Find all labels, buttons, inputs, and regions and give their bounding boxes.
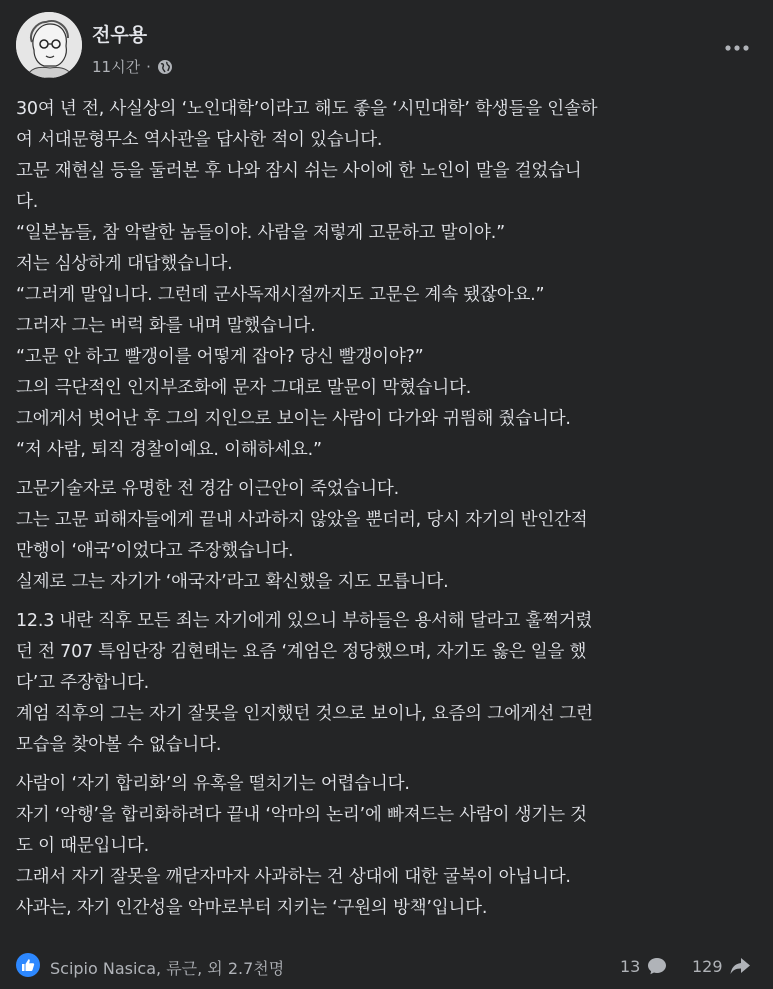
text-line: “고문 안 하고 빨갱이를 어떻게 잡아? 당신 빨갱이야?” bbox=[16, 347, 424, 367]
text-line: 사과는, 자기 인간성을 악마로부터 지키는 ‘구원의 방책’입니다. bbox=[16, 898, 488, 918]
author-name[interactable]: 전우용 bbox=[92, 24, 148, 46]
paragraph bbox=[16, 606, 757, 761]
shares-count[interactable] bbox=[692, 956, 751, 976]
text-line: 그래서 자기 잘못을 깨닫자마자 사과하는 건 상대에 대한 굴복이 아닙니다. bbox=[16, 867, 571, 887]
text-line: 실제로 그는 자기가 ‘애국자’라고 확신했을 지도 모릅니다. bbox=[16, 572, 449, 592]
text-line: 만행이 ‘애국’이었다고 주장했습니다. bbox=[16, 541, 294, 561]
text-line: 도 이 때문입니다. bbox=[16, 836, 150, 856]
post-body bbox=[16, 94, 757, 932]
text-line: 여 서대문형무소 역사관을 답사한 적이 있습니다. bbox=[16, 130, 383, 150]
text-line: “저 사람, 퇴직 경찰이예요. 이해하세요.” bbox=[16, 440, 322, 460]
text-line: 계엄 직후의 그는 자기 잘못을 인지했던 것으로 보이나, 요즘의 그에게선 그런 bbox=[16, 704, 593, 724]
more-options-icon[interactable] bbox=[717, 36, 757, 60]
text-line: “그러게 말입니다. 그런데 군사독재시절까지도 고문은 계속 됐잖아요.” bbox=[16, 285, 545, 305]
text-line: 저는 심상하게 대답했습니다. bbox=[16, 254, 233, 274]
post-time[interactable]: 11시간 bbox=[92, 58, 141, 76]
paragraph bbox=[16, 769, 757, 924]
shares-count-text: 129 bbox=[692, 956, 723, 976]
text-line: 30여 년 전, 사실상의 ‘노인대학’이라고 해도 좋을 ‘시민대학’ 학생들을 인솔하 bbox=[16, 99, 598, 119]
paragraph bbox=[16, 474, 757, 598]
post-header bbox=[16, 12, 757, 82]
comments-count[interactable] bbox=[620, 956, 668, 976]
text-line: 그는 고문 피해자들에게 끝내 사과하지 않았을 뿐더러, 당시 자기의 반인간적 bbox=[16, 510, 588, 530]
like-icon[interactable] bbox=[16, 953, 40, 977]
globe-icon bbox=[157, 59, 173, 75]
text-line: 그의 극단적인 인지부조화에 문자 그대로 말문이 막혔습니다. bbox=[16, 378, 472, 398]
author-avatar[interactable] bbox=[16, 12, 82, 78]
text-line: “일본놈들, 참 악랄한 놈들이야. 사람을 저렇게 고문하고 말이야.” bbox=[16, 223, 505, 243]
text-line: 고문기술자로 유명한 전 경감 이근안이 죽었습니다. bbox=[16, 479, 399, 499]
text-line: 모습을 찾아볼 수 없습니다. bbox=[16, 735, 222, 755]
avatar-portrait-icon bbox=[16, 12, 82, 78]
meta-separator: · bbox=[146, 57, 151, 76]
text-line: 다’고 주장합니다. bbox=[16, 673, 150, 693]
text-line: 그러자 그는 버럭 화를 내며 말했습니다. bbox=[16, 316, 316, 336]
text-line: 고문 재현실 등을 둘러본 후 나와 잠시 쉬는 사이에 한 노인이 말을 걸었습니 bbox=[16, 161, 582, 181]
text-line: 던 전 707 특임단장 김현태는 요즘 ‘계엄은 정당했으며, 자기도 옳은 일을 했 bbox=[16, 642, 587, 662]
post-meta bbox=[92, 56, 173, 77]
comments-count-text: 13 bbox=[620, 956, 641, 976]
text-line: 12.3 내란 직후 모든 죄는 자기에게 있으니 부하들은 용서해 달라고 훌쩍거렸 bbox=[16, 611, 593, 631]
text-line: 자기 ‘악행’을 합리화하려다 끝내 ‘악마의 논리’에 빠져드는 사람이 생기는 것 bbox=[16, 805, 587, 825]
text-line: 사람이 ‘자기 합리화’의 유혹을 떨치기는 어렵습니다. bbox=[16, 774, 410, 794]
share-icon bbox=[729, 956, 751, 976]
paragraph bbox=[16, 94, 757, 466]
text-line: 다. bbox=[16, 192, 39, 212]
text-line: 그에게서 벗어난 후 그의 지인으로 보이는 사람이 다가와 귀띔해 줬습니다. bbox=[16, 409, 571, 429]
comment-icon bbox=[646, 956, 668, 976]
reactors-summary[interactable]: Scipio Nasica, 류근, 외 2.7천명 bbox=[50, 959, 285, 978]
post-footer bbox=[16, 950, 757, 986]
